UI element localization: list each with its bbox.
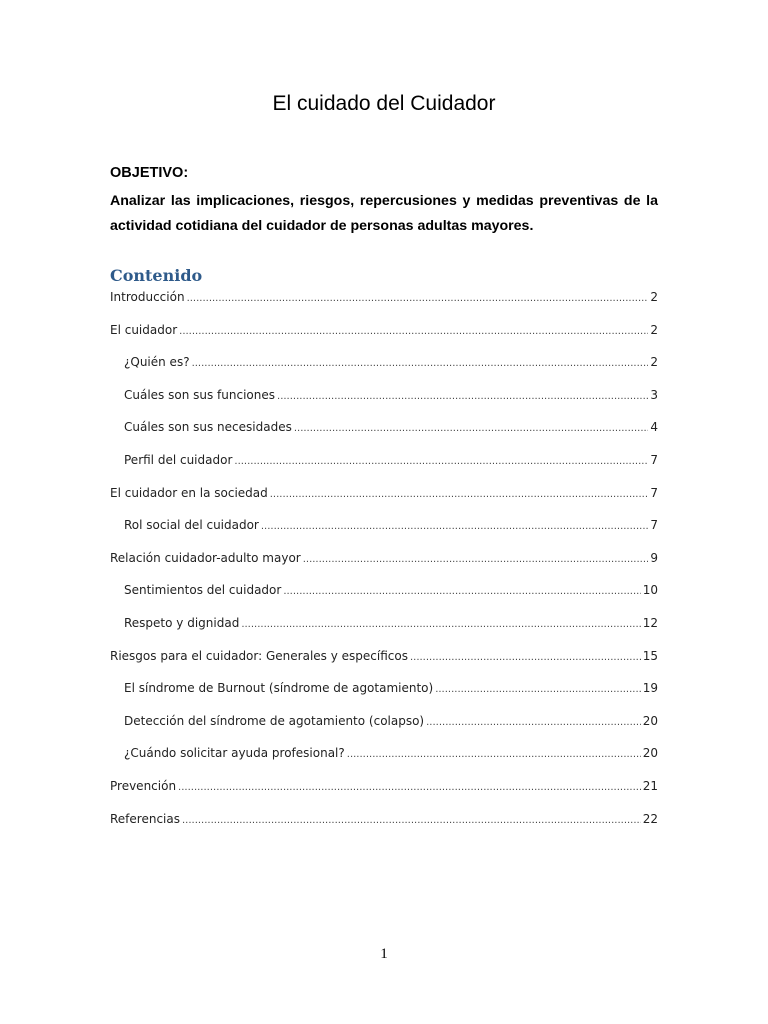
toc-entry-label: Cuáles son sus necesidades bbox=[124, 420, 292, 434]
toc-entry[interactable] bbox=[110, 290, 658, 314]
toc-dot-leader bbox=[277, 388, 648, 402]
objective-text: Analizar las implicaciones, riesgos, repercusiones y medidas preventivas de la actividad cotidiana del cuidador de personas adultas mayores. bbox=[110, 193, 658, 234]
toc-entry-page: 10 bbox=[642, 583, 658, 597]
toc-entry[interactable] bbox=[110, 812, 658, 836]
toc-entry-page: 4 bbox=[650, 420, 658, 434]
toc-dot-leader bbox=[426, 714, 641, 728]
toc-dot-leader bbox=[347, 746, 641, 760]
toc-entry-page: 2 bbox=[650, 290, 658, 304]
toc-entry-page: 21 bbox=[642, 779, 658, 793]
toc-dot-leader bbox=[182, 812, 641, 826]
toc-dot-leader bbox=[270, 486, 649, 500]
toc-dot-leader bbox=[241, 616, 640, 630]
toc-entry[interactable] bbox=[124, 420, 658, 444]
toc-dot-leader bbox=[187, 290, 649, 304]
toc-entry-page: 22 bbox=[642, 812, 658, 826]
toc-entry-page: 9 bbox=[650, 551, 658, 565]
toc-dot-leader bbox=[179, 323, 648, 337]
toc-entry[interactable] bbox=[124, 583, 658, 607]
toc-dot-leader bbox=[435, 681, 641, 695]
toc-heading: Contenido bbox=[110, 266, 203, 285]
toc-entry[interactable] bbox=[124, 355, 658, 379]
toc-entry-label: Riesgos para el cuidador: Generales y específicos bbox=[110, 649, 408, 663]
page-number: 1 bbox=[380, 946, 388, 962]
toc-dot-leader bbox=[283, 583, 640, 597]
toc-entry[interactable] bbox=[110, 551, 658, 575]
toc-entry-page: 7 bbox=[650, 486, 658, 500]
toc-entry-label: Perfil del cuidador bbox=[124, 453, 233, 467]
toc-dot-leader bbox=[178, 779, 641, 793]
toc-entry[interactable] bbox=[124, 518, 658, 542]
toc-entry-label: El síndrome de Burnout (síndrome de agotamiento) bbox=[124, 681, 434, 695]
toc-entry[interactable] bbox=[124, 616, 658, 640]
toc-entry[interactable] bbox=[124, 714, 658, 738]
toc-entry-label: Relación cuidador-adulto mayor bbox=[110, 551, 301, 565]
toc-entry-label: Introducción bbox=[110, 290, 185, 304]
toc-entry-label: Rol social del cuidador bbox=[124, 518, 259, 532]
toc-entry-label: Prevención bbox=[110, 779, 177, 793]
toc-entry-page: 20 bbox=[642, 746, 658, 760]
document-title: El cuidado del Cuidador bbox=[272, 92, 496, 115]
toc-entry[interactable] bbox=[124, 388, 658, 412]
toc-dot-leader bbox=[261, 518, 648, 532]
toc-entry-label: Sentimientos del cuidador bbox=[124, 583, 282, 597]
toc-dot-leader bbox=[303, 551, 649, 565]
toc-entry[interactable] bbox=[124, 681, 658, 705]
toc-entry-page: 19 bbox=[642, 681, 658, 695]
toc-dot-leader bbox=[234, 453, 648, 467]
toc-dot-leader bbox=[294, 420, 649, 434]
toc-entry-label: El cuidador en la sociedad bbox=[110, 486, 268, 500]
toc-entry-label: El cuidador bbox=[110, 323, 178, 337]
toc-entry-page: 7 bbox=[650, 518, 658, 532]
toc-entry-page: 15 bbox=[642, 649, 658, 663]
toc-entry-page: 20 bbox=[642, 714, 658, 728]
toc-entry-label: Detección del síndrome de agotamiento (colapso) bbox=[124, 714, 425, 728]
toc-entry-label: Respeto y dignidad bbox=[124, 616, 240, 630]
toc-entry[interactable] bbox=[110, 649, 658, 673]
toc-entry-page: 2 bbox=[650, 355, 658, 369]
toc-entry-page: 7 bbox=[650, 453, 658, 467]
toc-entry-label: Cuáles son sus funciones bbox=[124, 388, 276, 402]
toc-entry-label: ¿Quién es? bbox=[124, 355, 190, 369]
toc-entry-page: 2 bbox=[650, 323, 658, 337]
toc-entry-page: 12 bbox=[642, 616, 658, 630]
toc-entry[interactable] bbox=[124, 453, 658, 477]
toc-entry[interactable] bbox=[110, 486, 658, 510]
toc-entry[interactable] bbox=[110, 779, 658, 803]
toc-entry[interactable] bbox=[124, 746, 658, 770]
toc-entry-label: ¿Cuándo solicitar ayuda profesional? bbox=[124, 746, 345, 760]
toc-entry-page: 3 bbox=[650, 388, 658, 402]
toc-dot-leader bbox=[410, 649, 641, 663]
toc-entry-label: Referencias bbox=[110, 812, 180, 826]
objective-label: OBJETIVO: bbox=[110, 165, 189, 181]
toc-dot-leader bbox=[192, 355, 649, 369]
toc-entry[interactable] bbox=[110, 323, 658, 347]
